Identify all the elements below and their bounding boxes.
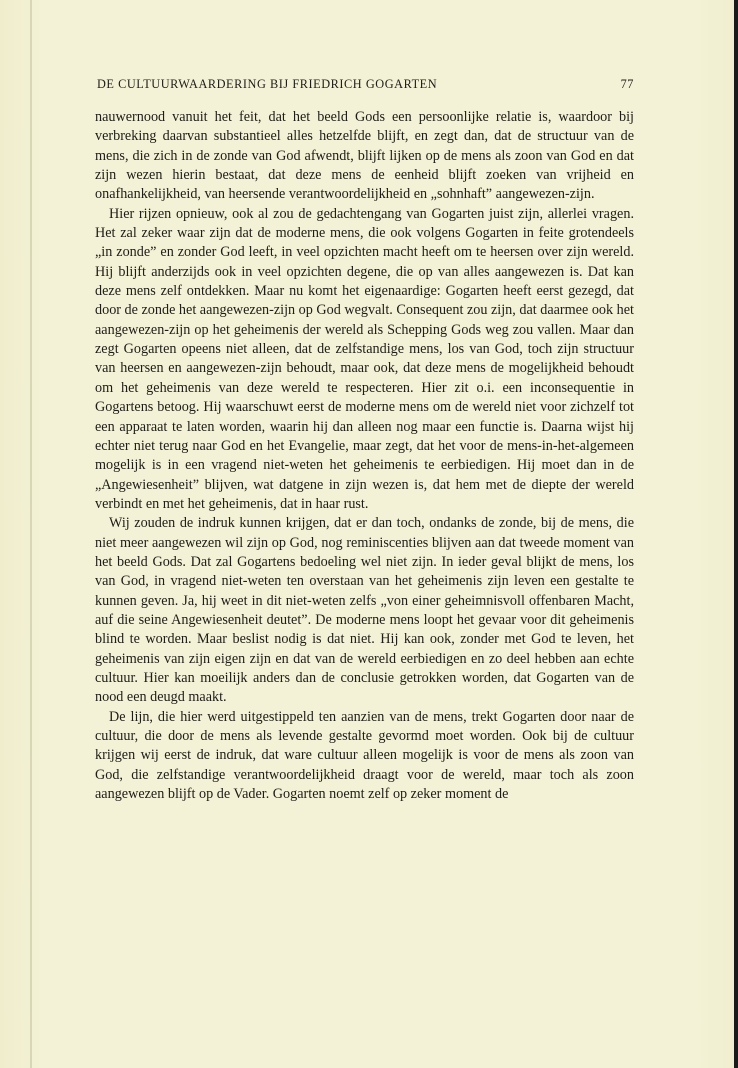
paragraph: Wij zouden de indruk kunnen krijgen, dat er dan toch, ondanks de zonde, bij de mens, die niet meer aangewezen wil zijn op God, nog reminiscenties blijven aan dat tweede moment van het beeld Gods. Dat zal Gogartens bedoeling wel niet zijn. In ieder geval blijkt de mens, los van God, in vragend niet-weten ten overstaan van het geheimenis zijn leven een gestalte te kunnen geven. Ja, hij weet in dit niet-weten zelfs „von einer geheimnisvoll offenbaren Macht, auf die seine Angewiesenheit deutet”. De moderne mens loopt het gevaar voor dit geheimenis blind te worden. Maar beslist nodig is dat niet. Hij kan ook, zonder met God te leven, het geheimenis van zijn eigen zijn en dat van de wereld eerbiedigen en zo deel hebben aan echte cultuur. Hier kan moeilijk anders dan de conclusie getrokken worden, dat Gogarten van de nood een deugd maakt. — [95, 515, 634, 706]
paragraph: Hier rijzen opnieuw, ook al zou de gedachtengang van Gogarten juist zijn, allerlei vragen. Het zal zeker waar zijn dat de moderne mens, die ook volgens Gogarten in feite grotendeels „in zonde” en zonder God leeft, in veel opzichten macht heeft om te heersen over zijn wereld. Hij blijft anderzijds ook in veel opzichten degene, die op van alles aangewezen is. Dat kan deze mens zelf ontdekken. Maar nu komt het eigenaardige: Gogarten heeft eerst gezegd, dat door de zonde het aangewezen-zijn op God wegvalt. Consequent zou zijn, dat daarmee ook het aangewezen-zijn op het geheimenis der wereld als Schepping Gods weg zou vallen. Maar dan zegt Gogarten opeens niet alleen, dat de zelfstandige mens, los van God, toch zijn structuur van heersen en aangewezen-zijn behoudt, maar ook, dat deze mens de mogelijkheid behoudt om het geheimenis van deze wereld te respecteren. Hier zit o.i. een inconsequentie in Gogartens betoog. Hij waarschuwt eerst de moderne mens om de wereld niet voor zichzelf tot een apparaat te laten worden, waarin hij dan alleen nog maar een functie is. Daarna wijst hij echter niet terug naar God en het Evangelie, maar zegt, dat het voor de mens-in-het-algemeen mogelijk is in een vragend niet-weten het geheimenis te eerbiedigen. Hij moet dan in de „Angewiesenheit” blijven, wat datgene in zijn wezen is, dat hem met de diepte der wereld verbindt en met het geheimenis, dat in haar rust. — [95, 205, 634, 512]
running-title: DE CULTUURWAARDERING BIJ FRIEDRICH GOGARTEN — [97, 77, 438, 91]
paragraph: De lijn, die hier werd uitgestippeld ten aanzien van de mens, trekt Gogarten door naar de cultuur, die door de mens als levende gestalte gevormd moet worden. Ook bij de cultuur krijgen wij eerst de indruk, dat ware cultuur alleen mogelijk is voor de mens als zoon van God, die zelfstandige verantwoordelijkheid draagt voor de wereld, maar toch als zoon aangewezen blijft op de Vader. Gogarten noemt zelf op zeker moment de — [95, 708, 634, 803]
running-header — [97, 77, 634, 93]
paragraph-continued: nauwernood vanuit het feit, dat het beeld Gods een persoonlijke relatie is, waardoor bij verbreking daarvan substantieel alles hetzelfde blijft, en zegt dan, dat de structuur van de mens, die zich in de zonde van God afwendt, blijft lijken op de mens als zoon van God en dat zijn wezen hierin bestaat, dat deze mens de eenheid blijft zoeken van vrijheid en onafhankelijkheid, van heersende verantwoordelijkheid en „sohnhaft” aangewezen-zijn. — [95, 109, 634, 203]
page-gutter-line — [30, 0, 32, 1068]
body-text — [95, 108, 634, 804]
page-number: 77 — [620, 77, 634, 91]
scan-edge — [734, 0, 738, 1068]
